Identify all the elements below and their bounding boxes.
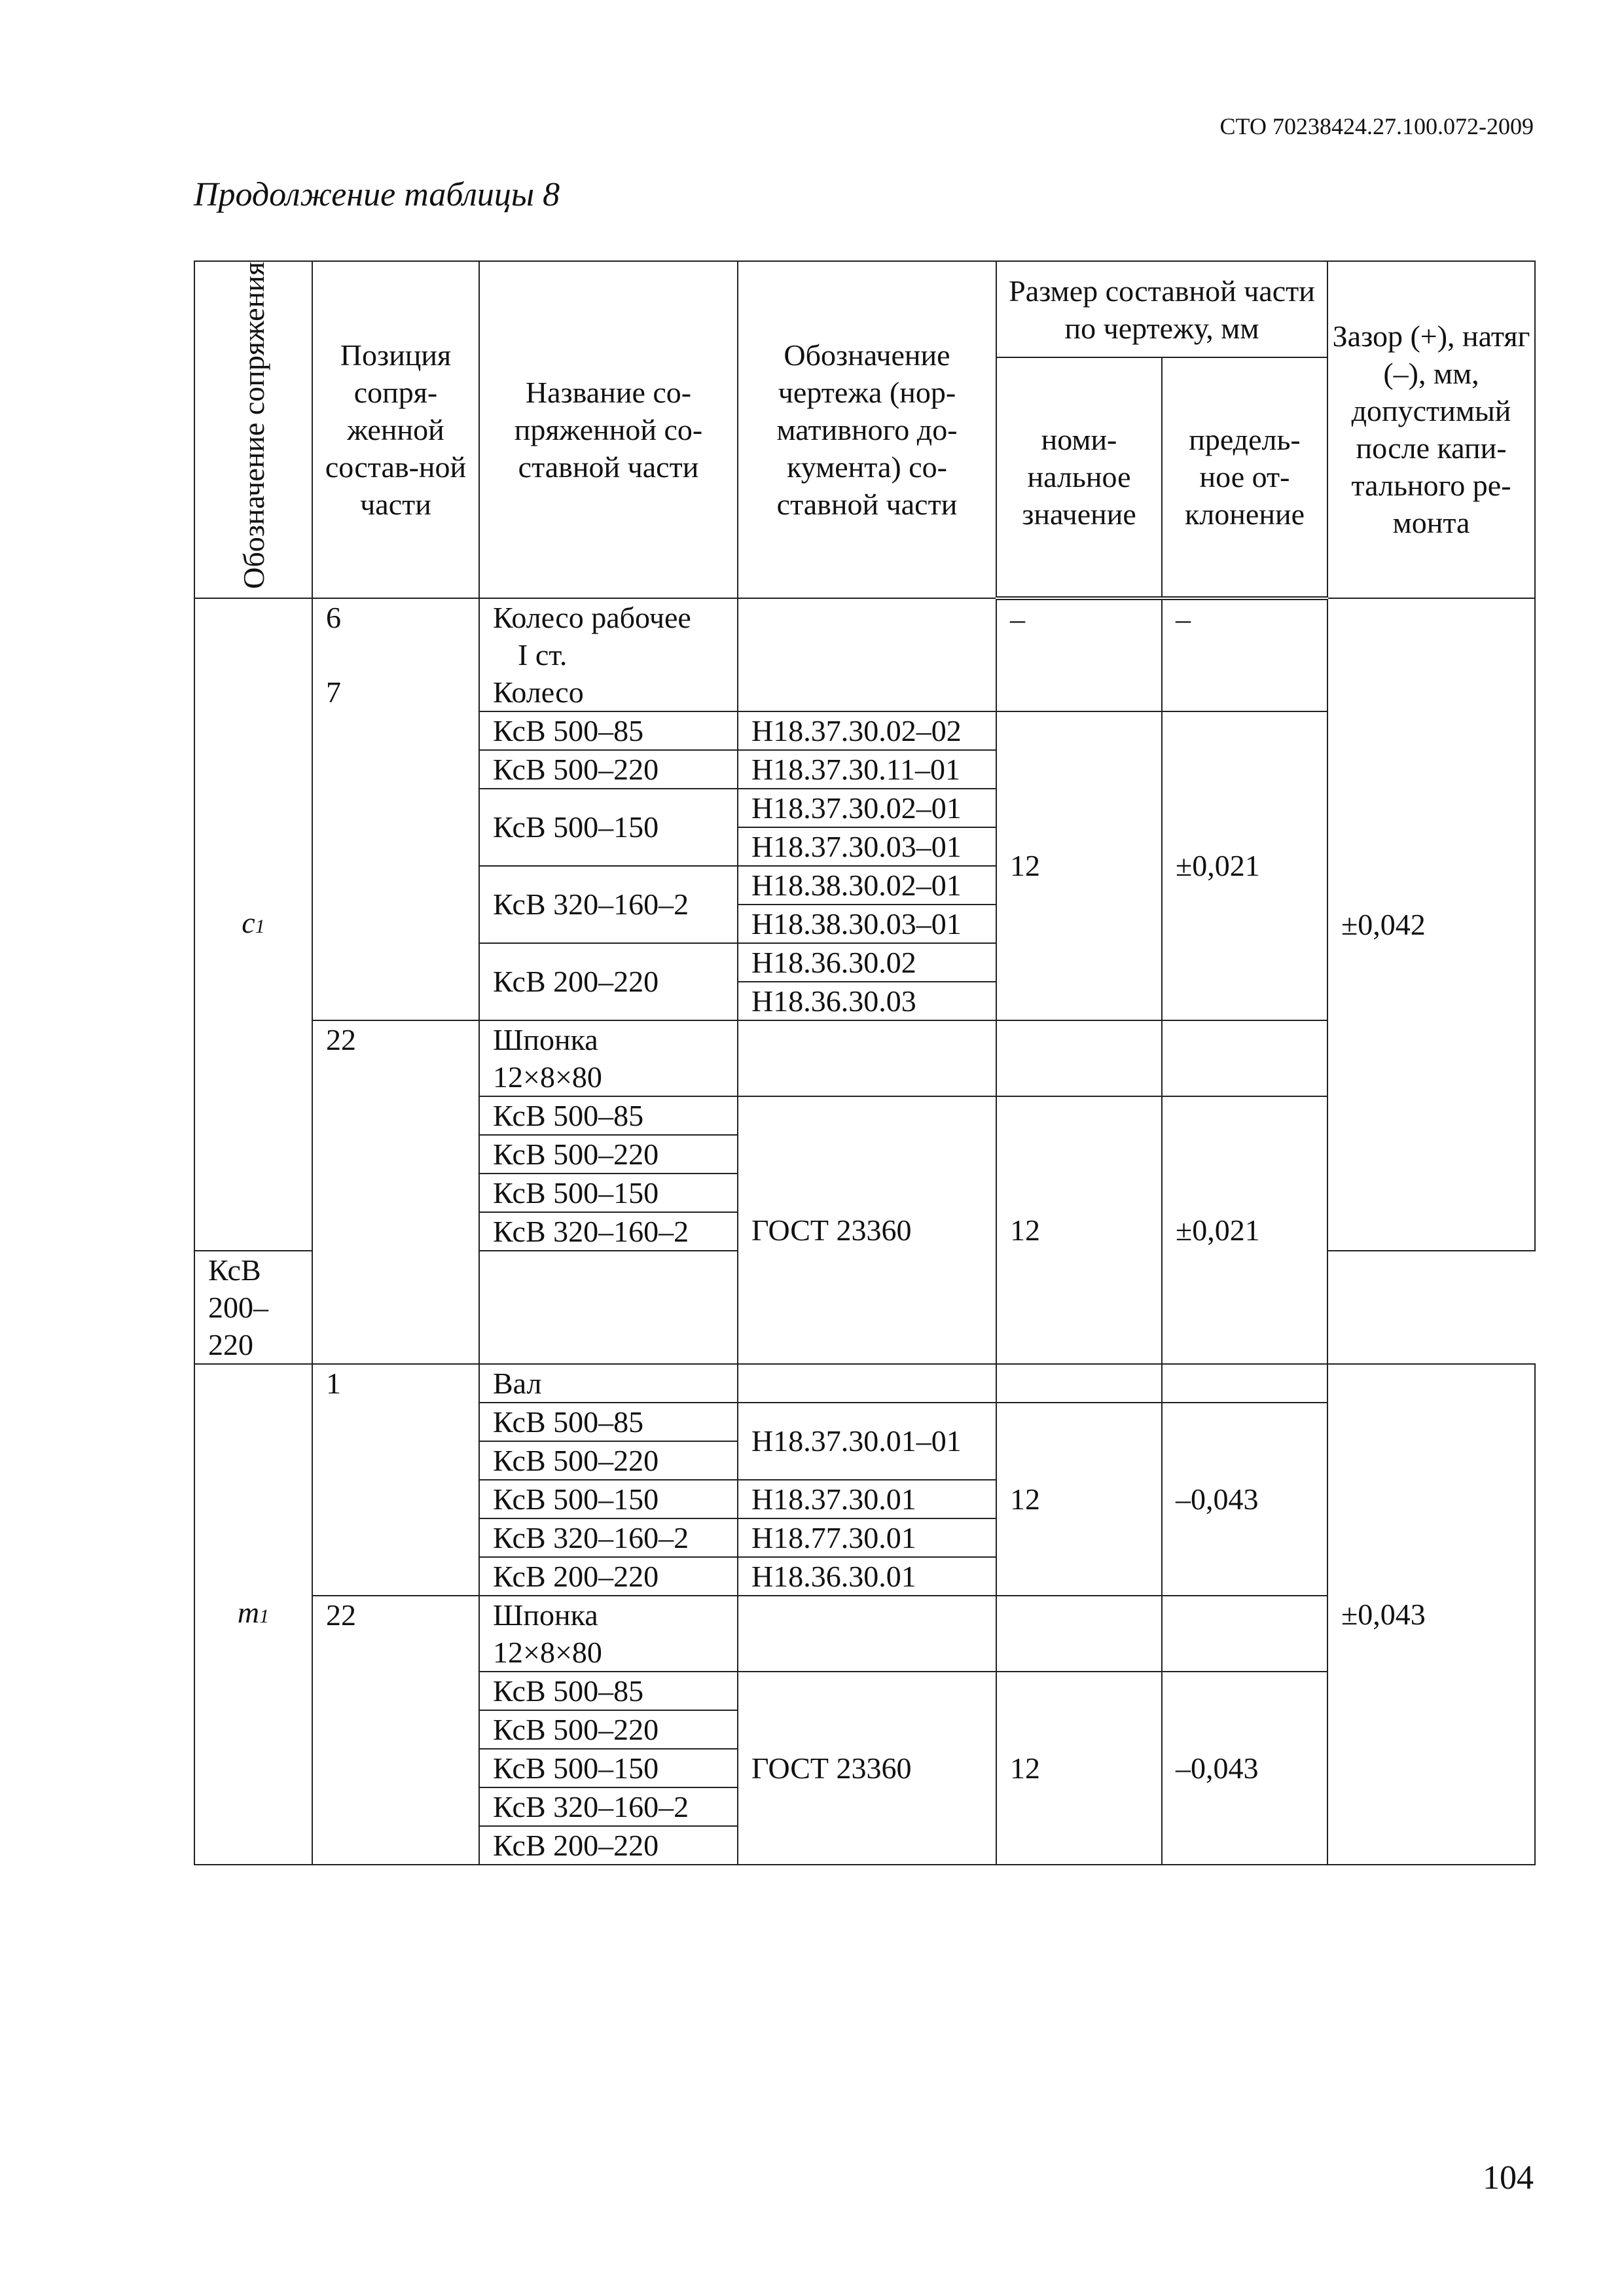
part-name: КсВ 320–160–2 <box>479 1787 738 1826</box>
part-name: КсВ 500–150 <box>479 1174 738 1212</box>
part-name: КсВ 500–220 <box>479 750 738 789</box>
key-nominal-empty <box>996 1020 1162 1096</box>
header-designation: Обозначение сопряжения <box>194 261 312 598</box>
key-name-c1: Шпонка 12×8×80 <box>479 1020 738 1096</box>
drawing-number: Н18.36.30.03 <box>738 982 996 1020</box>
header-drawing: Обозначение чертежа (нор-мативного до-кумента) со-ставной части <box>738 261 996 598</box>
key-deviation-empty <box>1162 1596 1327 1672</box>
drawing-number: Н18.37.30.01–01 <box>738 1403 996 1480</box>
header-name: Название со-пряженной со-ставной части <box>479 261 738 598</box>
wheel-nominal: – <box>996 598 1162 711</box>
shaft-name: Вал <box>479 1364 738 1403</box>
drawing-number: Н18.37.30.03–01 <box>738 827 996 866</box>
part-name: КсВ 500–85 <box>479 1672 738 1710</box>
part-name: КсВ 200–220 <box>479 1557 738 1596</box>
drawing-number: Н18.77.30.01 <box>738 1518 996 1557</box>
page-number: 104 <box>1483 2159 1534 2197</box>
header-gap: Зазор (+), натяг (–), мм, допустимый после капи-тального ре-монта <box>1327 261 1535 598</box>
part-name: КсВ 500–220 <box>479 1710 738 1749</box>
key-deviation-c1: ±0,021 <box>1162 1096 1327 1364</box>
shaft-deviation: –0,043 <box>1162 1403 1327 1596</box>
designation-m1: m1 <box>194 1364 312 1865</box>
shaft-drawing-empty <box>738 1364 996 1403</box>
part-name: КсВ 200–220 <box>194 1251 312 1364</box>
part-name: КсВ 200–220 <box>479 943 738 1020</box>
part-name: КсВ 500–150 <box>479 1749 738 1787</box>
part-name: КсВ 500–85 <box>479 1096 738 1135</box>
drawing-number: Н18.38.30.03–01 <box>738 905 996 943</box>
drawing-number: Н18.38.30.02–01 <box>738 866 996 905</box>
key-deviation-m1: –0,043 <box>1162 1672 1327 1865</box>
key-nominal-empty <box>996 1596 1162 1672</box>
part-name: КсВ 500–220 <box>479 1135 738 1174</box>
key-nominal-c1: 12 <box>996 1096 1162 1364</box>
drawing-number: Н18.37.30.11–01 <box>738 750 996 789</box>
header-nominal: номи-нальное значение <box>996 357 1162 598</box>
position-key-c1: 22 <box>312 1020 479 1364</box>
table-continuation-title: Продолжение таблицы 8 <box>194 176 560 213</box>
key-drawing-c1: ГОСТ 23360 <box>738 1096 996 1364</box>
key-name-m1: Шпонка 12×8×80 <box>479 1596 738 1672</box>
part-name: КсВ 500–85 <box>479 1403 738 1441</box>
shaft-nominal: 12 <box>996 1403 1162 1596</box>
wheel-rows-nominal: 12 <box>996 711 1162 1020</box>
drawing-number: Н18.37.30.02–02 <box>738 711 996 750</box>
drawing-number: Н18.37.30.02–01 <box>738 789 996 827</box>
part-name: КсВ 500–85 <box>479 711 738 750</box>
header-position: Позиция сопря-женной состав-ной части <box>312 261 479 598</box>
part-name: КсВ 500–150 <box>479 1480 738 1518</box>
wheel-deviation: – <box>1162 598 1327 711</box>
position-key-m1: 22 <box>312 1596 479 1865</box>
part-name: КсВ 500–220 <box>479 1441 738 1480</box>
part-name: КсВ 200–220 <box>479 1826 738 1865</box>
position-shaft: 1 <box>312 1364 479 1596</box>
table-row <box>194 1364 1535 1403</box>
part-name: КсВ 320–160–2 <box>479 866 738 943</box>
part-name: КсВ 500–150 <box>479 789 738 866</box>
header-deviation: предель-ное от-клонение <box>1162 357 1327 598</box>
drawing-number: Н18.37.30.01 <box>738 1480 996 1518</box>
document-code: СТО 70238424.27.100.072-2009 <box>1219 113 1534 139</box>
gap-c1: ±0,042 <box>1327 598 1535 1251</box>
designation-c1: c1 <box>194 598 312 1251</box>
drawing-number: Н18.36.30.02 <box>738 943 996 982</box>
drawing-number: Н18.36.30.01 <box>738 1557 996 1596</box>
key-drawing-empty <box>738 1596 996 1672</box>
key-drawing-m1: ГОСТ 23360 <box>738 1672 996 1865</box>
wheel-name: Колесо рабочее I ст. Колесо <box>479 598 738 711</box>
mating-parts-table <box>194 260 1536 1865</box>
key-deviation-empty <box>1162 1020 1327 1096</box>
header-size-group: Размер составной части по чертежу, мм <box>996 261 1327 357</box>
part-name: КсВ 320–160–2 <box>479 1518 738 1557</box>
wheel-rows-deviation: ±0,021 <box>1162 711 1327 1020</box>
gap-m1: ±0,043 <box>1327 1364 1535 1865</box>
key-drawing-empty <box>738 1020 996 1096</box>
key-nominal-m1: 12 <box>996 1672 1162 1865</box>
wheel-drawing <box>738 598 996 711</box>
part-name: КсВ 320–160–2 <box>479 1212 738 1251</box>
position-wheel: 6 7 <box>312 598 479 1020</box>
shaft-deviation-empty <box>1162 1364 1327 1403</box>
shaft-nominal-empty <box>996 1364 1162 1403</box>
